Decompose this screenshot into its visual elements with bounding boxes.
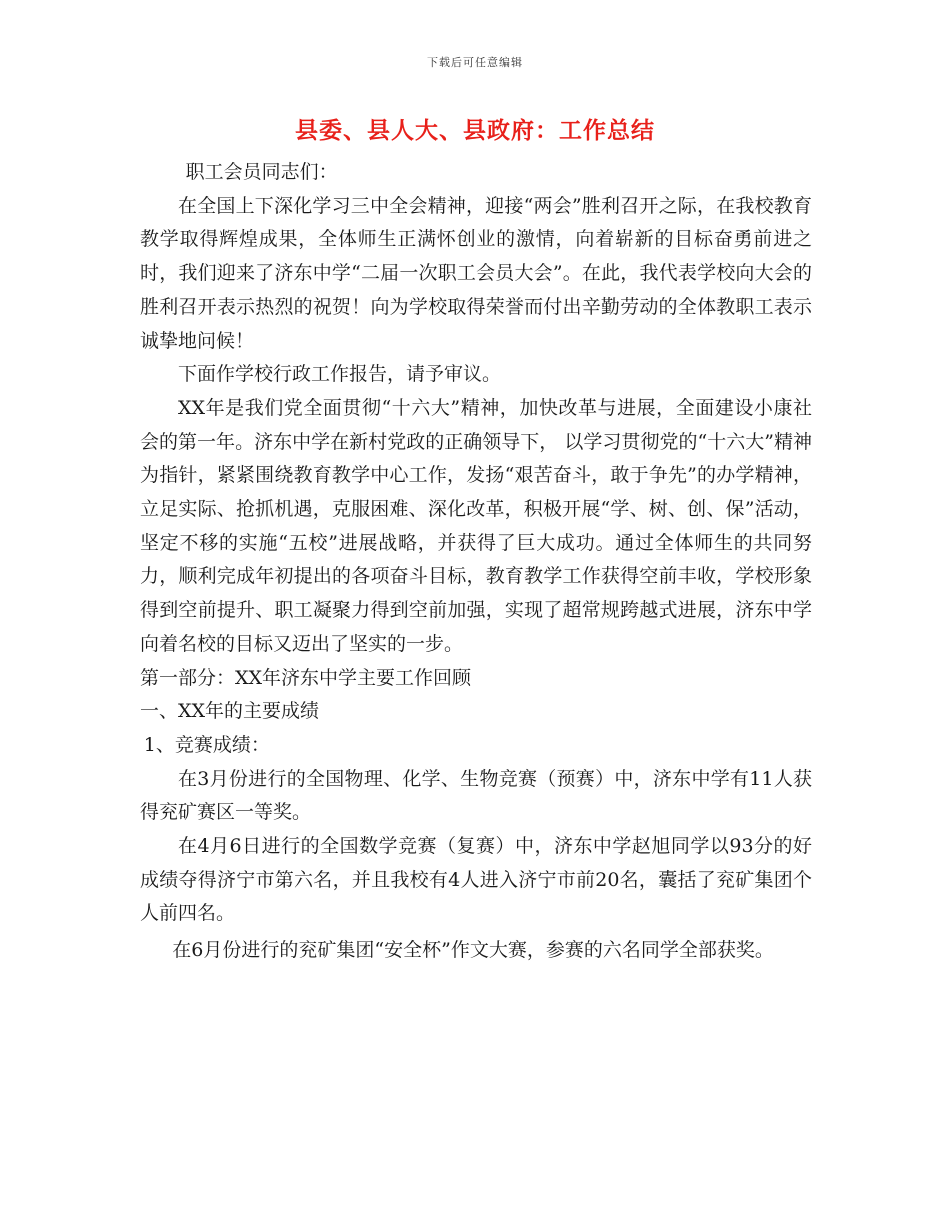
item-heading: 1、竞赛成绩： [143, 733, 270, 756]
section-heading: 一、XX年的主要成绩 [140, 700, 320, 723]
paragraph-year-summary: XX年是我们党全面贯彻“十六大”精神，加快改革与进展，全面建设小康社会的第一年。济东中学在新村党政的正确领导下， 以学习贯彻党的“十六大”精神为指针，紧紧围绕教育教学中心工作，发扬“艰苦奋斗，敢于争先”的办学精神，立足实际、抢抓机遇，克服困难、深化改革，积极开展“学、树、创、保”活动，坚定不移的实施“五校”进展战略，并获得了巨大成功。通过全体师生的共同努力，顺利完成年初提出的各项奋斗目标，教育教学工作获得空前丰收，学校形象得到空前提升、职工凝聚力得到空前加强，实现了超常规跨越式进展，济东中学向着名校的目标又迈出了坚实的一步。 [140, 396, 812, 655]
achievement-paragraph: 在3月份进行的全国物理、化学、生物竞赛（预赛）中，济东中学有11人获得兖矿赛区一等奖。 [140, 767, 812, 824]
part-heading: 第一部分：XX年济东中学主要工作回顾 [140, 666, 472, 689]
achievement-paragraph: 在4月6日进行的全国数学竞赛（复赛）中，济东中学赵旭同学以93分的好成绩夺得济宁市第六名，并且我校有4人进入济宁市前20名，囊括了兖矿集团个人前四名。 [140, 835, 812, 925]
document-body [140, 156, 812, 968]
document-title: 县委、县人大、县政府：工作总结 [295, 117, 655, 144]
salutation: 职工会员同志们： [185, 161, 338, 183]
achievement-paragraph: 在6月份进行的兖矿集团“安全杯”作文大赛，参赛的六名同学全部获奖。 [172, 939, 774, 962]
paragraph-opening: 在全国上下深化学习三中全会精神，迎接“两会”胜利召开之际，在我校教育教学取得辉煌成果，全体师生正满怀创业的激情，向着崭新的目标奋勇前进之时，我们迎来了济东中学“二届一次职工会员大会”。在此，我代表学校向大会的胜利召开表示热烈的祝贺！向为学校取得荣誉而付出辛勤劳动的全体教职工表示诚挚地问候！ [140, 194, 812, 352]
paragraph-report-intro: 下面作学校行政工作报告，请予审议。 [178, 363, 502, 386]
page-header-note: 下载后可任意编辑 [427, 56, 523, 69]
